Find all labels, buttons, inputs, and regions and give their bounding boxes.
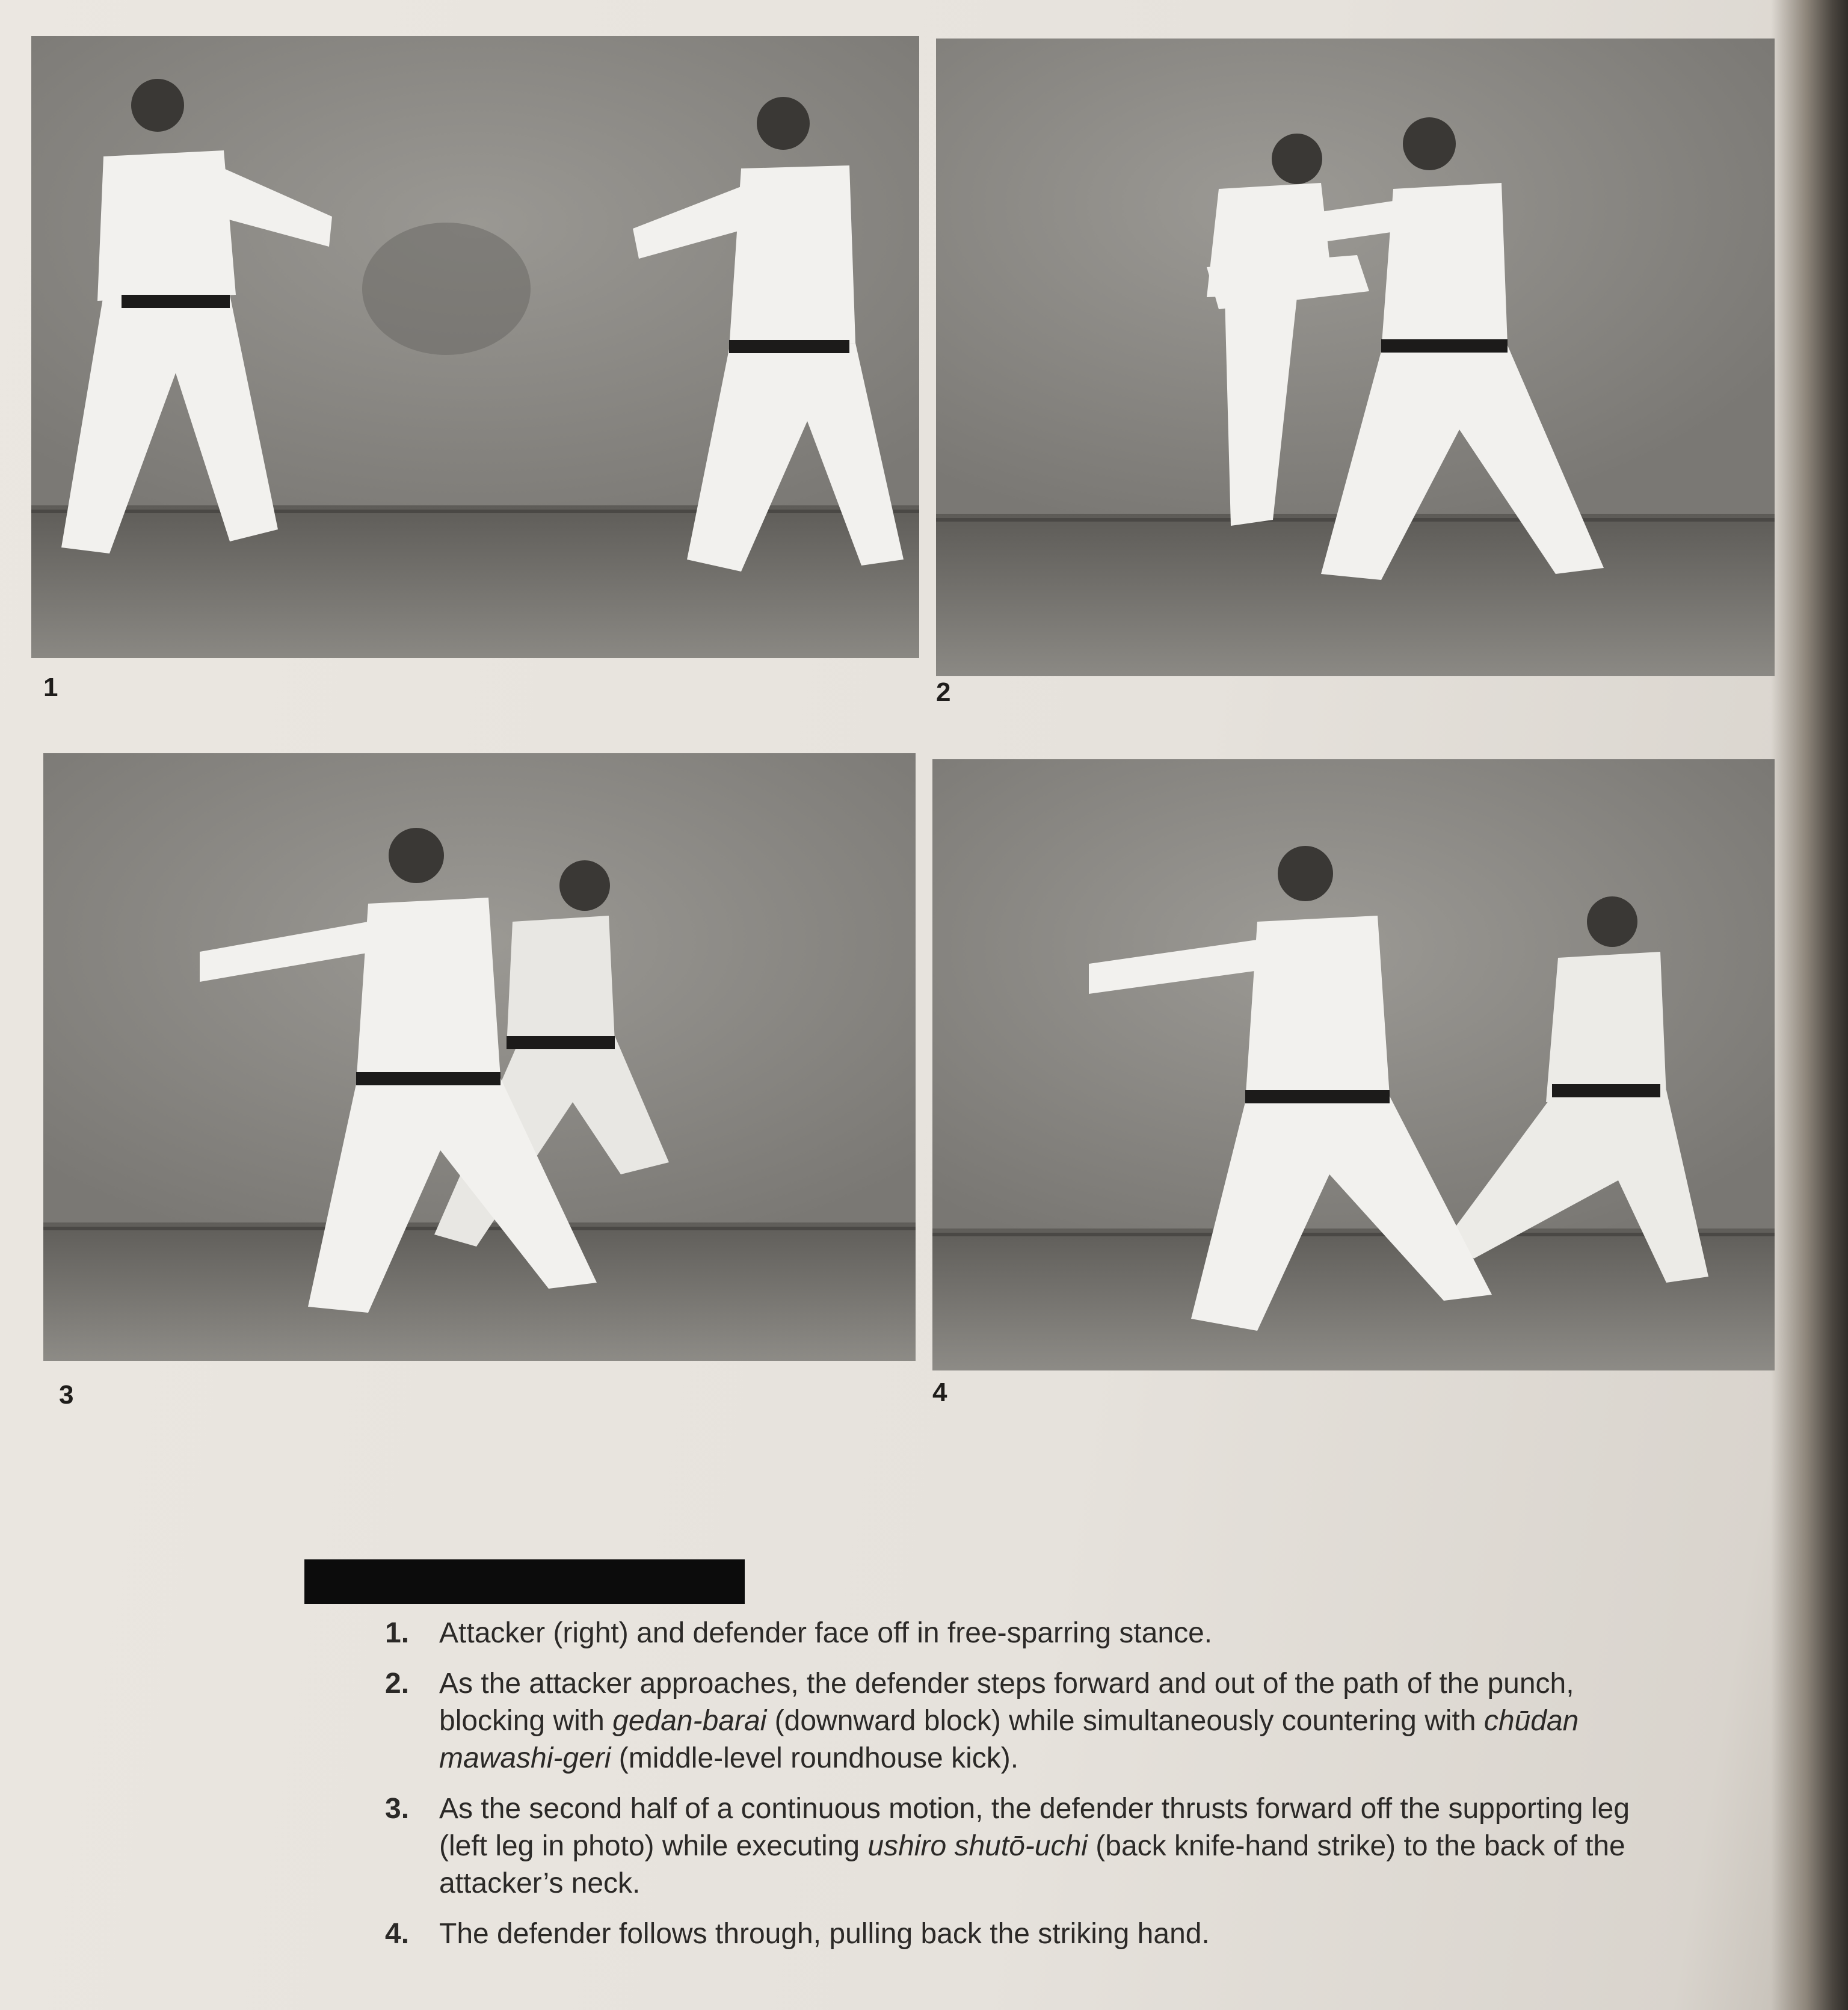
list-item-step-3 [385, 1790, 1654, 1902]
technique-term: chūdan mawashi-geri [439, 1705, 1579, 1774]
step-number: 4. [385, 1918, 410, 1950]
step-text: The defender follows through, pulling back the striking hand. [439, 1918, 1210, 1950]
photo-4 [932, 759, 1775, 1370]
list-item-step-1 [385, 1615, 1654, 1652]
photo-1 [31, 36, 919, 658]
step-number: 3. [385, 1793, 410, 1825]
photo-4-label: 4 [932, 1378, 947, 1407]
technique-term: gedan-barai [612, 1705, 767, 1737]
step-text: As the attacker approaches, the defender steps forward and out of the path of the punch, blocking with [439, 1668, 1574, 1737]
step-list [385, 1615, 1654, 1966]
list-item-step-2 [385, 1665, 1654, 1777]
photo-3-label: 3 [59, 1380, 74, 1410]
step-text: (back knife-hand strike) to the back of the attacker’s neck. [439, 1830, 1625, 1899]
step-number: 2. [385, 1668, 410, 1700]
photo-1-label: 1 [43, 673, 58, 702]
step-text: (downward block) while simultaneously countering with [766, 1705, 1484, 1737]
photo-2-label: 2 [936, 677, 951, 707]
photo-3 [43, 753, 916, 1361]
step-text: As the second half of a continuous motion, the defender thrusts forward off the supporting leg (left leg in photo) while executing [439, 1793, 1630, 1862]
step-number: 1. [385, 1617, 410, 1649]
book-spine-shadow [1771, 0, 1848, 2010]
photo-2 [936, 39, 1775, 676]
list-item-step-4 [385, 1916, 1654, 1953]
step-text: (middle-level roundhouse kick). [611, 1742, 1019, 1774]
redacted-heading [304, 1559, 745, 1604]
technique-term: ushiro shutō-uchi [867, 1830, 1088, 1862]
step-text: Attacker (right) and defender face off in free-sparring stance. [439, 1617, 1213, 1649]
